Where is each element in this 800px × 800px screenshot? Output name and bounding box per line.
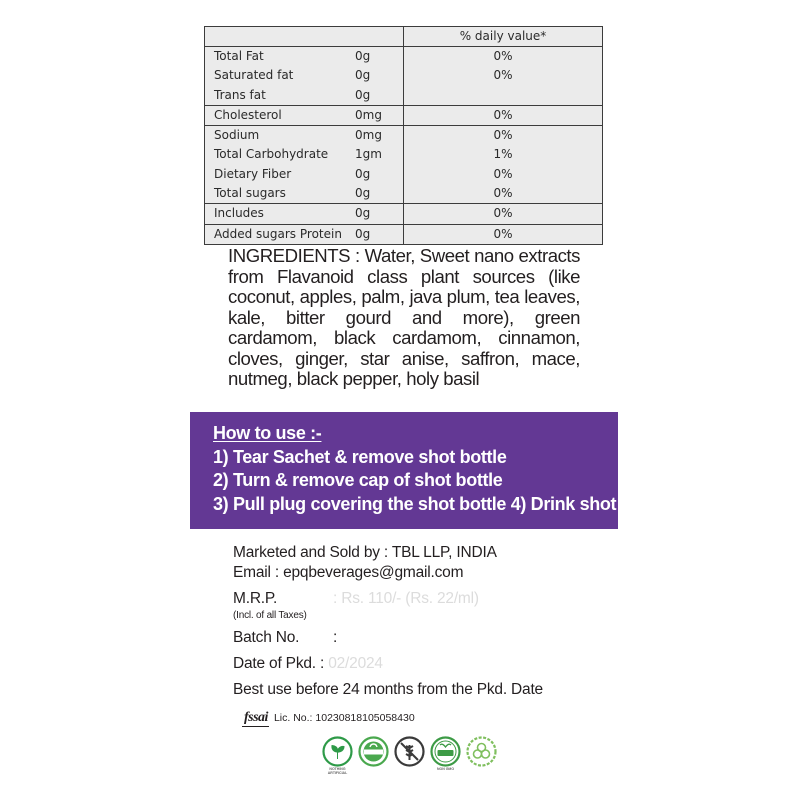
mrp-line xyxy=(233,589,613,609)
batch-label: Batch No. xyxy=(233,629,300,646)
badge-caption: NON GMO xyxy=(436,767,455,771)
nutrient-daily-value: 0% xyxy=(493,206,513,221)
nutrient-daily-value: 0% xyxy=(493,107,513,122)
nutrient-daily-value: 0% xyxy=(493,226,513,241)
product-info xyxy=(233,543,613,700)
nutrition-group-fats xyxy=(205,47,602,106)
nutrition-row xyxy=(205,165,602,184)
contact-email: Email : epqbeverages@gmail.com xyxy=(233,564,464,581)
license-number: Lic. No.: 10230818105058430 xyxy=(273,712,415,724)
nutrition-group-carbs xyxy=(205,126,602,204)
nutrition-group-added-sugars xyxy=(205,225,602,244)
nutrition-row xyxy=(205,204,602,223)
nutrient-name: Added sugars Protein xyxy=(214,226,342,241)
ingredient-badge xyxy=(466,736,497,778)
nutrition-header xyxy=(205,27,602,47)
nutrient-amount: 0g xyxy=(345,66,404,85)
nutrient-daily-value: 0% xyxy=(493,68,513,83)
nutrient-amount: 0mg xyxy=(345,126,404,145)
nutrition-header-blank xyxy=(205,27,404,46)
best-before: Best use before 24 months from the Pkd. Date xyxy=(233,681,543,698)
nutrition-row xyxy=(205,184,602,203)
ingredient-icon xyxy=(466,736,497,767)
nutrition-row xyxy=(205,66,602,85)
mrp-value: : Rs. 110/- (Rs. 22/ml) xyxy=(333,590,479,607)
nutrient-amount: 1gm xyxy=(345,145,404,164)
fssai-logo: fssai xyxy=(244,710,268,725)
nutrient-amount: 0g xyxy=(345,204,404,223)
nutrition-row xyxy=(205,145,602,164)
daily-value-header: % daily value* xyxy=(459,29,547,43)
nutrient-daily-value xyxy=(404,86,602,105)
nutrient-name: Saturated fat xyxy=(214,68,294,83)
nutrient-name: Total Carbohydrate xyxy=(214,147,329,162)
gluten-free-icon xyxy=(394,736,425,767)
nutrient-daily-value: 0% xyxy=(493,166,513,181)
badge-caption: NOTHING ARTIFICIAL xyxy=(327,767,348,775)
non-gmo-badge xyxy=(430,736,461,778)
nutrient-daily-value: 1% xyxy=(493,147,513,162)
nutrient-name: Dietary Fiber xyxy=(214,166,292,181)
fssai-license xyxy=(244,710,415,726)
nutrient-amount: 0g xyxy=(345,47,404,66)
certification-badges xyxy=(322,736,497,778)
ingredients-text: INGREDIENTS : Water, Sweet nano extracts from Flavanoid class plant sources (like coconut, apples, palm, java plum, tea leaves, kale, bitter gourd and more), green cardamom, black cardamom, cinnamon, cloves, ginger, star anise, saffron, mace, nutmeg, black pepper, holy basil xyxy=(228,245,580,389)
nutrient-amount: 0g xyxy=(345,225,404,244)
how-to-step-1: 1) Tear Sachet & remove shot bottle xyxy=(213,446,507,467)
nutrition-table xyxy=(204,26,603,245)
packed-date-line xyxy=(233,654,613,674)
how-to-use-panel xyxy=(190,412,618,529)
nutrient-name: Cholesterol xyxy=(214,107,282,122)
how-to-step-3: 3) Pull plug covering the shot bottle 4) Drink shot xyxy=(213,493,617,514)
non-gmo-icon xyxy=(430,736,461,767)
nutrient-daily-value: 0% xyxy=(493,49,513,63)
nutrient-name: Total Fat xyxy=(214,49,264,63)
nutrition-row xyxy=(205,47,602,66)
nutrient-amount: 0g xyxy=(345,86,404,105)
vegan-badge xyxy=(358,736,389,778)
nothing-artificial-icon xyxy=(322,736,353,767)
nutrient-name: Total sugars xyxy=(214,186,286,201)
nutrient-amount: 0g xyxy=(345,184,404,203)
packed-date-value: 02/2024 xyxy=(328,655,383,672)
batch-value: : xyxy=(333,629,338,646)
nutrition-row xyxy=(205,225,602,244)
vegan-icon xyxy=(358,736,389,767)
how-to-use-title: How to use :- xyxy=(213,423,322,443)
nutrient-amount: 0g xyxy=(345,165,404,184)
gluten-free-badge xyxy=(394,736,425,778)
nutrient-daily-value: 0% xyxy=(493,186,513,201)
mrp-label: M.R.P. xyxy=(233,590,278,607)
packed-date-label: Date of Pkd. : xyxy=(233,655,325,672)
batch-line xyxy=(233,628,613,648)
nutrition-row xyxy=(205,86,602,105)
nutrition-row xyxy=(205,106,602,125)
nutrition-group-includes xyxy=(205,204,602,224)
nutrient-daily-value: 0% xyxy=(493,128,513,143)
how-to-step-2: 2) Turn & remove cap of shot bottle xyxy=(213,470,503,491)
nutrition-row xyxy=(205,126,602,145)
nutrient-name: Sodium xyxy=(214,128,260,143)
mrp-tax-note: (Incl. of all Taxes) xyxy=(233,610,307,621)
marketed-by: Marketed and Sold by : TBL LLP, INDIA xyxy=(233,544,497,561)
nothing-artificial-badge xyxy=(322,736,353,778)
mrp-block xyxy=(233,589,613,622)
nutrient-amount: 0mg xyxy=(345,106,404,125)
nutrition-group-cholesterol xyxy=(205,106,602,126)
nutrient-name: Trans fat xyxy=(214,87,266,102)
nutrient-name: Includes xyxy=(214,206,264,221)
